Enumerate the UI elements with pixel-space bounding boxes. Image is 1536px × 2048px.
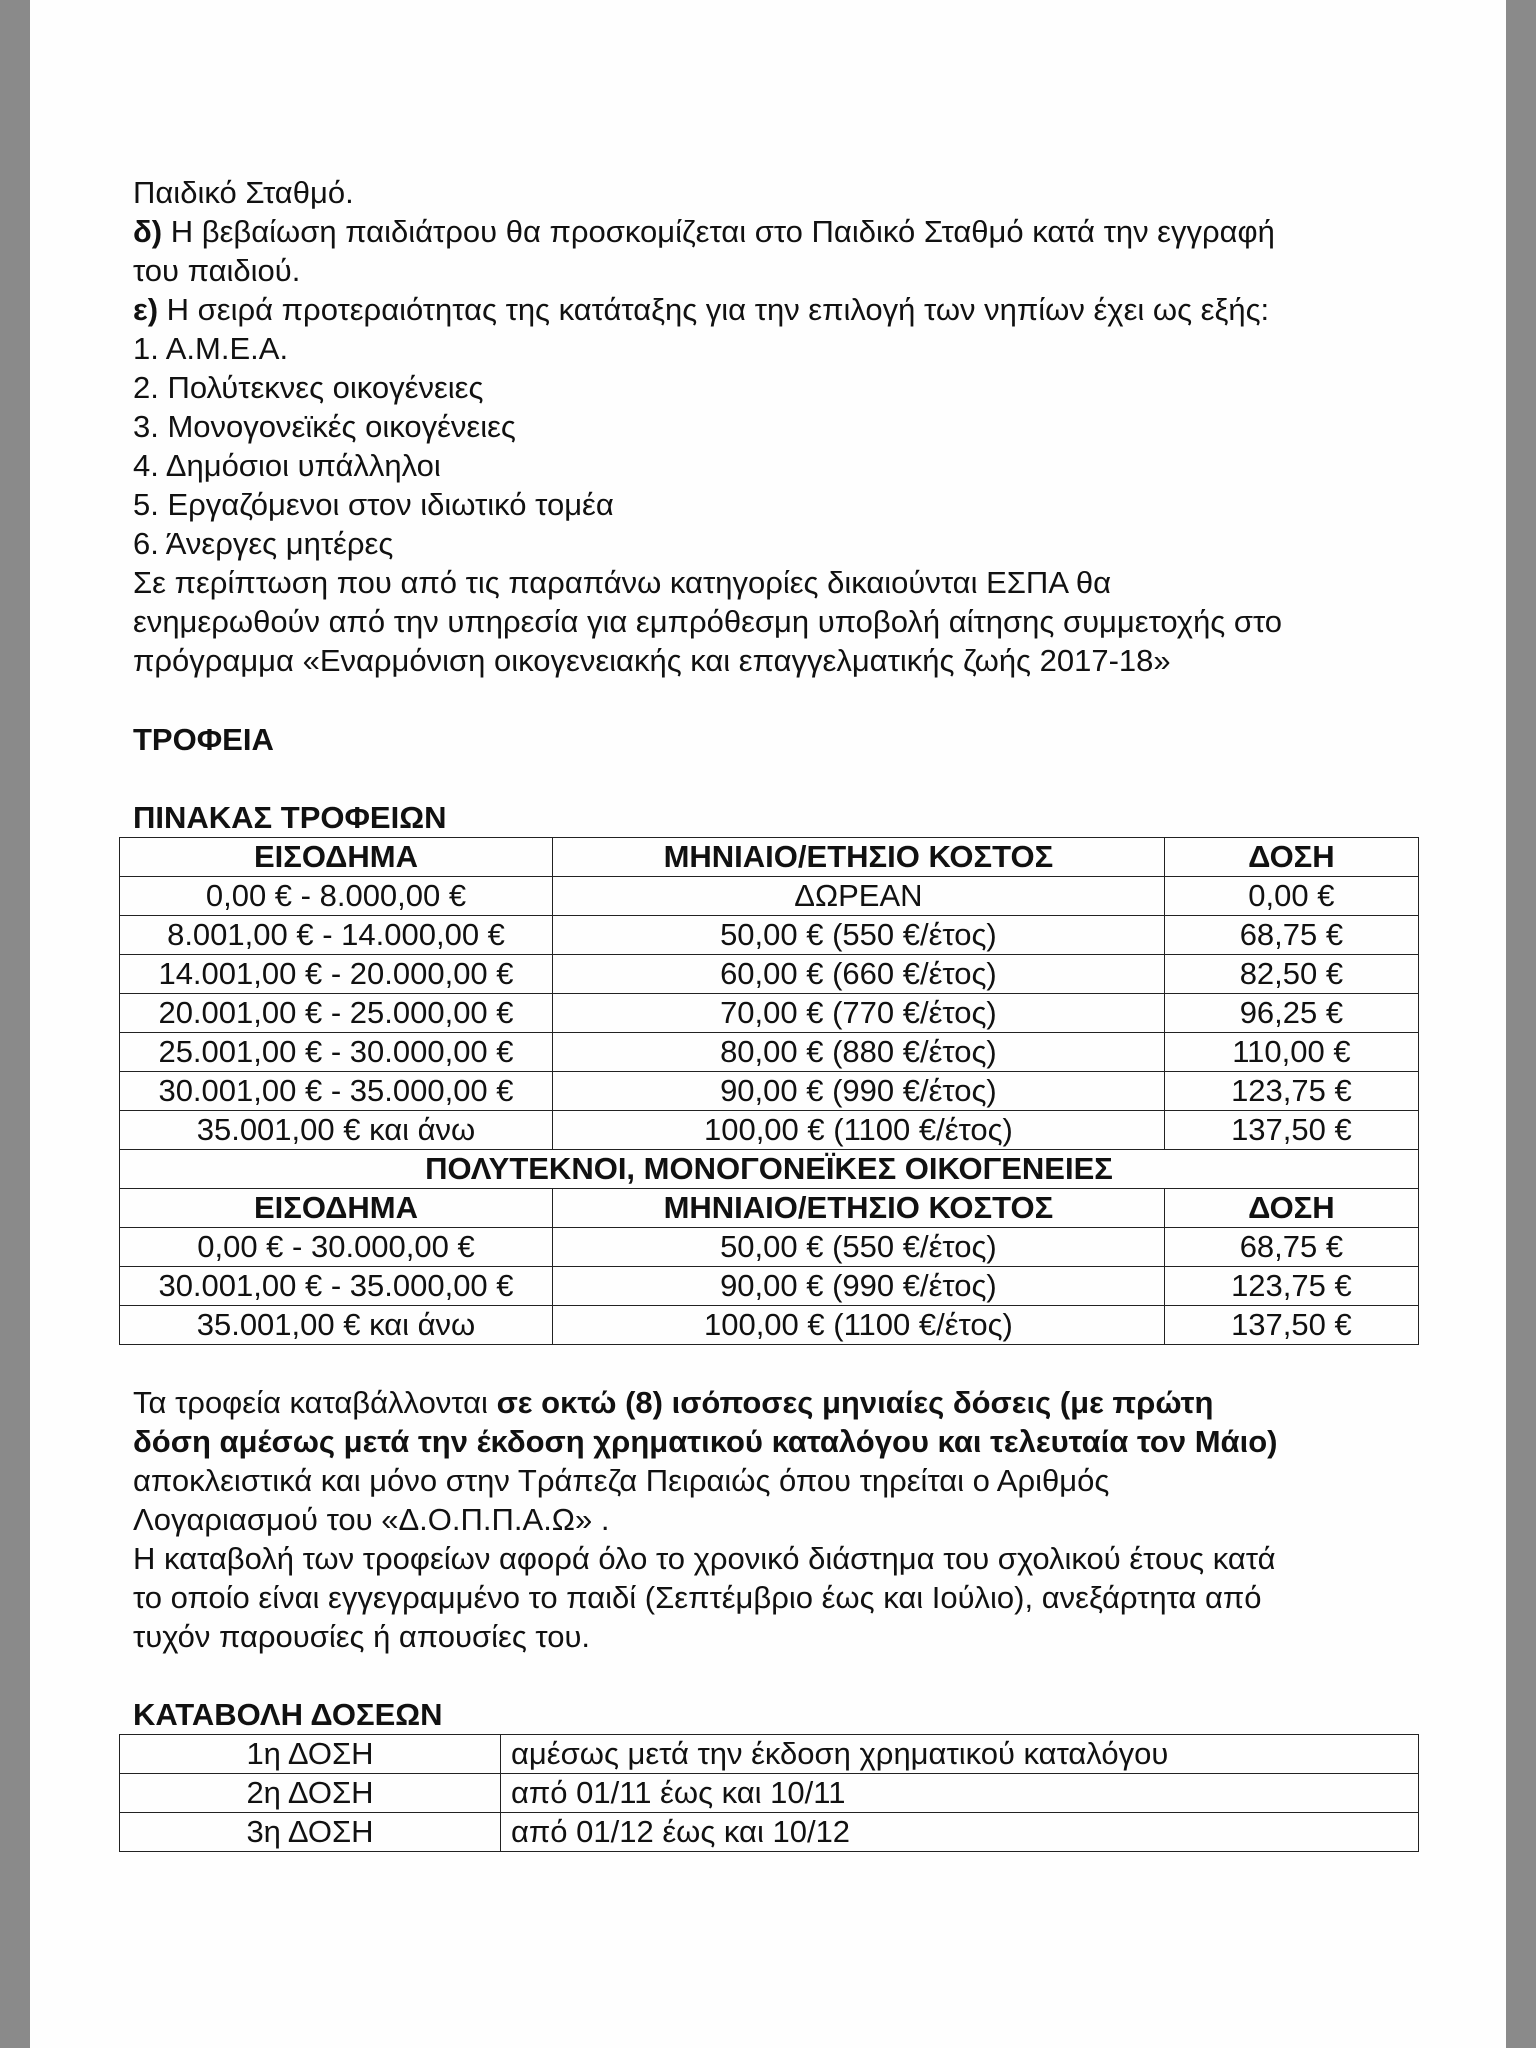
table-cell: 123,75 € [1164, 1267, 1418, 1306]
table-cell: 0,00 € [1164, 877, 1418, 916]
table-cell: 0,00 € - 30.000,00 € [120, 1228, 553, 1267]
table-row [120, 1033, 1419, 1072]
table-cell: 50,00 € (550 €/έτος) [553, 916, 1165, 955]
table-cell: 25.001,00 € - 30.000,00 € [120, 1033, 553, 1072]
table-row [120, 916, 1419, 955]
espa-paragraph-line: Σε περίπτωση που από τις παραπάνω κατηγορίες δικαιούνται ΕΣΠΑ θα [133, 565, 1112, 600]
table-cell: 35.001,00 € και άνω [120, 1306, 553, 1345]
section-title: ΤΡΟΦΕΙΑ [133, 722, 274, 757]
table-cell: αμέσως μετά την έκδοση χρηματικού καταλόγου [501, 1735, 1419, 1774]
priority-item: 6. Άνεργες μητέρες [133, 526, 394, 561]
table-cell: 50,00 € (550 €/έτος) [553, 1228, 1165, 1267]
table-cell: 14.001,00 € - 20.000,00 € [120, 955, 553, 994]
fee-table-title: ΠΙΝΑΚΑΣ ΤΡΟΦΕΙΩΝ [133, 800, 447, 835]
priority-item: 2. Πολύτεκνες οικογένειες [133, 370, 484, 405]
fee-table [119, 837, 1419, 1345]
payment-period-line: το οποίο είναι εγγεγραμμένο το παιδί (Σεπτέμβριο έως και Ιούλιο), ανεξάρτητα από [133, 1580, 1262, 1615]
table-row [120, 877, 1419, 916]
table-cell: 110,00 € [1164, 1033, 1418, 1072]
table-row [120, 1306, 1419, 1345]
table-cell: 90,00 € (990 €/έτος) [553, 1072, 1165, 1111]
item-e: ε) Η σειρά προτεραιότητας της κατάταξης για την επιλογή των νηπίων έχει ως εξής: [133, 292, 1270, 327]
table-row [120, 955, 1419, 994]
payment-paragraph-line: Λογαριασμού του «Δ.Ο.Π.Π.Α.Ω» . [133, 1502, 610, 1537]
table-cell: 82,50 € [1164, 955, 1418, 994]
header-cell: ΜΗΝΙΑΙΟ/ΕΤΗΣΙΟ ΚΟΣΤΟΣ [553, 838, 1165, 877]
table-row [120, 1735, 1419, 1774]
installments-table [119, 1734, 1419, 1852]
table-header-row [120, 1189, 1419, 1228]
priority-item: 3. Μονογονεϊκές οικογένειες [133, 409, 516, 444]
item-d: δ) Η βεβαίωση παιδιάτρου θα προσκομίζεται στο Παιδικό Σταθμό κατά την εγγραφή [133, 214, 1275, 249]
table-cell: 68,75 € [1164, 1228, 1418, 1267]
header-cell: ΔΟΣΗ [1164, 838, 1418, 877]
espa-paragraph-line: πρόγραμμα «Εναρμόνιση οικογενειακής και επαγγελματικής ζωής 2017-18» [133, 643, 1171, 678]
header-cell: ΔΟΣΗ [1164, 1189, 1418, 1228]
table-cell: 90,00 € (990 €/έτος) [553, 1267, 1165, 1306]
item-d-cont: του παιδιού. [133, 253, 301, 288]
table-cell: 30.001,00 € - 35.000,00 € [120, 1072, 553, 1111]
table-cell: 80,00 € (880 €/έτος) [553, 1033, 1165, 1072]
table-cell: από 01/12 έως και 10/12 [501, 1813, 1419, 1852]
priority-item: 4. Δημόσιοι υπάλληλοι [133, 448, 441, 483]
table-cell: 35.001,00 € και άνω [120, 1111, 553, 1150]
payment-paragraph-line: αποκλειστικά και μόνο στην Τράπεζα Πειραιώς όπου τηρείται ο Αριθμός [133, 1463, 1110, 1498]
payment-paragraph-line: Τα τροφεία καταβάλλονται σε οκτώ (8) ισόποσες μηνιαίες δόσεις (με πρώτη [133, 1385, 1214, 1420]
table-cell: 0,00 € - 8.000,00 € [120, 877, 553, 916]
table-cell: 137,50 € [1164, 1111, 1418, 1150]
table-cell: 30.001,00 € - 35.000,00 € [120, 1267, 553, 1306]
table-cell: 8.001,00 € - 14.000,00 € [120, 916, 553, 955]
header-cell: ΕΙΣΟΔΗΜΑ [120, 838, 553, 877]
payment-paragraph-line: δόση αμέσως μετά την έκδοση χρηματικού καταλόγου και τελευταία τον Μάιο) [133, 1424, 1278, 1459]
table-row [120, 1072, 1419, 1111]
priority-item: 1. Α.Μ.Ε.Α. [133, 331, 289, 366]
table-cell: 20.001,00 € - 25.000,00 € [120, 994, 553, 1033]
document-page [30, 0, 1506, 2048]
subsection-cell: ΠΟΛΥΤΕΚΝΟΙ, ΜΟΝΟΓΟΝΕΪΚΕΣ ΟΙΚΟΓΕΝΕΙΕΣ [120, 1150, 1419, 1189]
table-cell: ΔΩΡΕΑΝ [553, 877, 1165, 916]
installments-title: ΚΑΤΑΒΟΛΗ ΔΟΣΕΩΝ [133, 1697, 443, 1732]
table-cell: 100,00 € (1100 €/έτος) [553, 1306, 1165, 1345]
table-cell: 3η ΔΟΣΗ [120, 1813, 501, 1852]
table-cell: 70,00 € (770 €/έτος) [553, 994, 1165, 1033]
priority-item: 5. Εργαζόμενοι στον ιδιωτικό τομέα [133, 487, 614, 522]
espa-paragraph-line: ενημερωθούν από την υπηρεσία για εμπρόθεσμη υποβολή αίτησης συμμετοχής στο [133, 604, 1283, 639]
table-cell: 100,00 € (1100 €/έτος) [553, 1111, 1165, 1150]
table-row [120, 1813, 1419, 1852]
table-header-row [120, 838, 1419, 877]
table-row [120, 994, 1419, 1033]
table-cell: 1η ΔΟΣΗ [120, 1735, 501, 1774]
payment-period-line: Η καταβολή των τροφείων αφορά όλο το χρονικό διάστημα του σχολικού έτους κατά [133, 1541, 1276, 1576]
table-cell: 2η ΔΟΣΗ [120, 1774, 501, 1813]
table-cell: από 01/11 έως και 10/11 [501, 1774, 1419, 1813]
header-cell: ΕΙΣΟΔΗΜΑ [120, 1189, 553, 1228]
table-row [120, 1774, 1419, 1813]
header-cell: ΜΗΝΙΑΙΟ/ΕΤΗΣΙΟ ΚΟΣΤΟΣ [553, 1189, 1165, 1228]
table-row [120, 1228, 1419, 1267]
intro-line: Παιδικό Σταθμό. [133, 175, 354, 210]
table-cell: 60,00 € (660 €/έτος) [553, 955, 1165, 994]
table-row [120, 1267, 1419, 1306]
table-cell: 68,75 € [1164, 916, 1418, 955]
table-cell: 137,50 € [1164, 1306, 1418, 1345]
table-cell: 96,25 € [1164, 994, 1418, 1033]
table-row [120, 1111, 1419, 1150]
table-cell: 123,75 € [1164, 1072, 1418, 1111]
table-subsection-row [120, 1150, 1419, 1189]
payment-period-line: τυχόν παρουσίες ή απουσίες του. [133, 1619, 591, 1654]
document-content [133, 173, 1433, 1852]
